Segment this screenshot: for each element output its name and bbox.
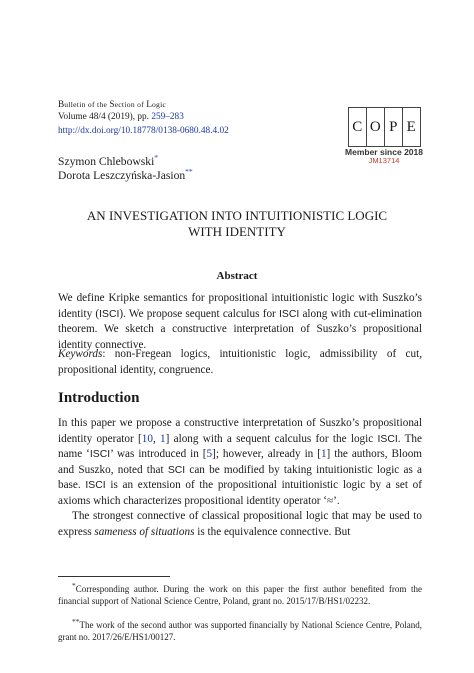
journal-text: ection of [114,100,147,109]
text: ] the authors, Bloom and Suszko, noted that [58,448,422,476]
logic-name: ISCI [99,308,120,320]
doi-link[interactable]: http://dx.doi.org/10.18778/0138-0680.48.4.02 [58,126,229,136]
footnote-mark[interactable]: ** [185,167,193,176]
cope-member-id: JM13714 [368,156,400,165]
abstract-text [58,291,422,353]
journal-initial: B [58,100,65,110]
author-2 [58,167,193,182]
keywords-label: Keywords [58,348,103,360]
journal-initial: L [146,100,152,110]
cope-letter-e: E [406,118,417,135]
keywords [58,347,422,378]
text: is an extension of the propositional intuitionistic logic by a set of axioms which characterizes propositional identity operator ‘≈’. [58,479,422,507]
citation-link[interactable]: 10 [141,432,153,445]
cope-logo [348,107,421,147]
logic-name: ISCI [377,433,398,445]
text: ] along with a sequent calculus for the logic [165,432,378,445]
citation-link[interactable]: 1 [320,448,327,460]
footnote-1 [58,580,422,607]
footnote-paragraph [58,580,422,607]
pages-link[interactable]: 259–283 [151,112,184,122]
text: ’ was introduced in [ [110,448,207,460]
title-line: WITH IDENTITY [188,223,286,239]
footnote-mark: ** [72,617,80,626]
text: is the equivalence connective. But [194,525,351,538]
text: In this paper we propose a constructive interpretation of Suszko’s propositional identity operator [ [58,417,422,445]
journal-initial: S [109,100,115,110]
citation-link[interactable]: 5 [206,448,213,460]
paper-title [58,208,416,239]
keywords-list: : non-Fregean logics, intuitionistic logic, admissibility of cut, propositional identity, congruence. [58,348,422,376]
text: along with cut-elimination theorem. We sketch a constructive interpretation of Suszko’s propositional identity connective. [58,307,423,351]
section-heading: Introduction [58,390,140,406]
footnote-text: Corresponding author. During the work on this paper the first author benefited from the financial support of National Science Centre, Poland, grant no. 2015/17/B/HS1/02232. [58,584,422,606]
cope-letter-o: O [367,108,385,146]
abstract-paragraph [58,291,422,353]
footnote-mark: * [72,581,76,590]
intro-paragraph-2 [58,509,422,540]
text: ]; however, already in [ [212,448,321,460]
journal-text: ulletin of the [64,100,110,109]
cope-member-text: Member since 2018 [345,147,423,157]
abstract-heading: Abstract [216,270,258,282]
logic-name: SCI [167,464,186,476]
logic-name: ISCI [89,449,111,460]
journal-text: ogic [151,100,167,109]
footnote-rule [58,576,170,577]
author-1 [58,153,158,168]
intro-body [58,416,422,540]
text: . The name ‘ [58,432,422,460]
text: The strongest connective of classical propositional logic that may be used to express [58,510,422,538]
volume-text: Volume 48/4 (2019), pp. [58,112,152,122]
text: , [152,432,161,445]
footnote-2 [58,616,422,643]
text: can be modified by taking intuitionistic logic as a base. [58,463,423,491]
text: We define Kripke semantics for propositional intuitionistic logic with Suszko’s identity ( [58,292,422,320]
author-name: Szymon Chlebowski [58,154,155,168]
cope-letter-p: P [385,108,403,146]
logic-name: ISCI [279,308,300,320]
journal-name [58,99,184,111]
intro-paragraph-1 [58,416,422,509]
cope-letter-c: C [349,108,367,146]
emphasis: sameness of situations [94,525,195,538]
keywords-paragraph [58,347,422,378]
footnote-paragraph [58,616,422,643]
author-name: Dorota Leszczyńska-Jasion [58,168,186,182]
title-line: AN INVESTIGATION INTO INTUITIONISTIC LOGIC [86,208,388,223]
journal-info [58,99,184,123]
footnote-mark[interactable]: * [154,153,159,162]
citation-link[interactable]: 1 [160,432,166,445]
text: ). We propose sequent calculus for [119,307,279,320]
logic-name: ISCI [85,480,106,491]
journal-volume [58,111,184,123]
footnote-text: The work of the second author was supported financially by National Science Centre, Poland, grant no. 2017/26/E/HS1/00127. [58,620,422,642]
